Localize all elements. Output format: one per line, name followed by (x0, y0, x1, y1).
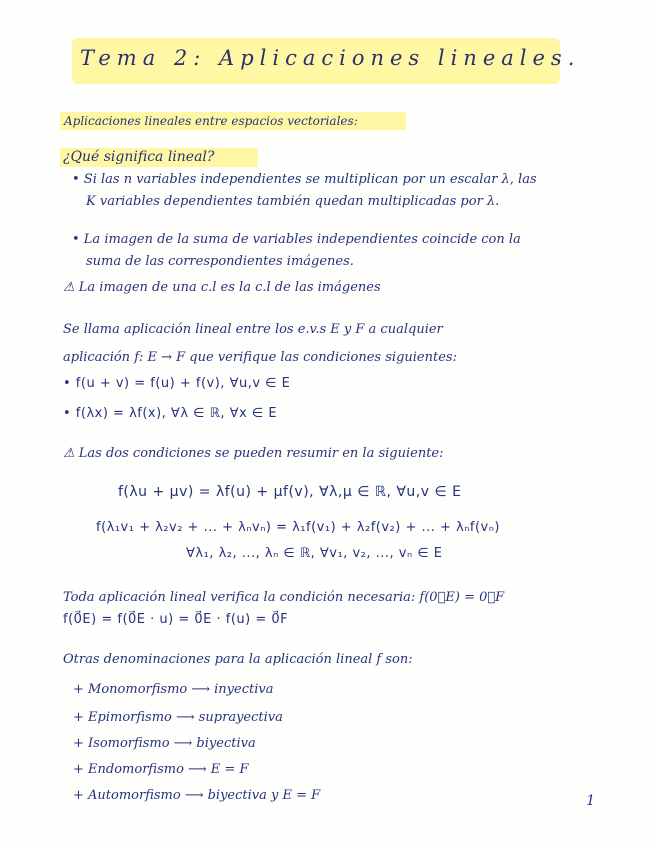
bullet-line-3: • La imagen de la suma de variables independientes coincide con la (72, 232, 521, 247)
page-number: 1 (586, 793, 595, 809)
definition-line-2: aplicación f: E → F que verifique las condiciones siguientes: (63, 350, 457, 365)
note-summary: ⚠ Las dos condiciones se pueden resumir en la siguiente: (63, 446, 444, 461)
formula-quantifiers: ∀λ₁, λ₂, ..., λₙ ∈ ℝ, ∀v₁, v₂, ..., vₙ ∈ E (186, 546, 443, 561)
bullet-line-2: K variables dependientes también quedan multiplicadas por λ. (86, 194, 500, 209)
list-item-epimorfismo: + Epimorfismo ⟶ suprayectiva (73, 710, 283, 725)
formula-linearity: f(λu + μv) = λf(u) + μf(v), ∀λ,μ ∈ ℝ, ∀u,v ∈ E (118, 484, 462, 500)
page-title: Tema 2: Aplicaciones lineales. (80, 46, 581, 70)
section-subtitle: Aplicaciones lineales entre espacios vectoriales: (64, 114, 358, 128)
formula-general: f(λ₁v₁ + λ₂v₂ + ... + λₙvₙ) = λ₁f(v₁) + λ₂f(v₂) + ... + λₙf(vₙ) (96, 520, 501, 535)
necessary-proof: f(0⃗E) = f(0⃗E · u) = 0⃗E · f(u) = 0⃗F (63, 612, 289, 627)
bullet-line-1: • Si las n variables independientes se multiplican por un escalar λ, las (72, 172, 537, 187)
question-heading: ¿Qué significa lineal? (63, 149, 215, 165)
note-linear-combination: ⚠ La imagen de una c.l es la c.l de las imágenes (63, 280, 381, 295)
condition-additivity: • f(u + v) = f(u) + f(v), ∀u,v ∈ E (63, 376, 291, 391)
list-item-automorfismo: + Automorfismo ⟶ biyectiva y E = F (73, 788, 321, 803)
list-item-monomorfismo: + Monomorfismo ⟶ inyectiva (73, 682, 274, 697)
list-item-isomorfismo: + Isomorfismo ⟶ biyectiva (73, 736, 256, 751)
condition-homogeneity: • f(λx) = λf(x), ∀λ ∈ ℝ, ∀x ∈ E (63, 406, 278, 421)
other-names-intro: Otras denominaciones para la aplicación lineal f son: (63, 652, 413, 667)
necessary-condition: Toda aplicación lineal verifica la condición necesaria: f(0⃗E) = 0⃗F (63, 590, 505, 605)
definition-line-1: Se llama aplicación lineal entre los e.v.s E y F a cualquier (63, 322, 443, 337)
bullet-line-4: suma de las correspondientes imágenes. (86, 254, 354, 269)
list-item-endomorfismo: + Endomorfismo ⟶ E = F (73, 762, 249, 777)
